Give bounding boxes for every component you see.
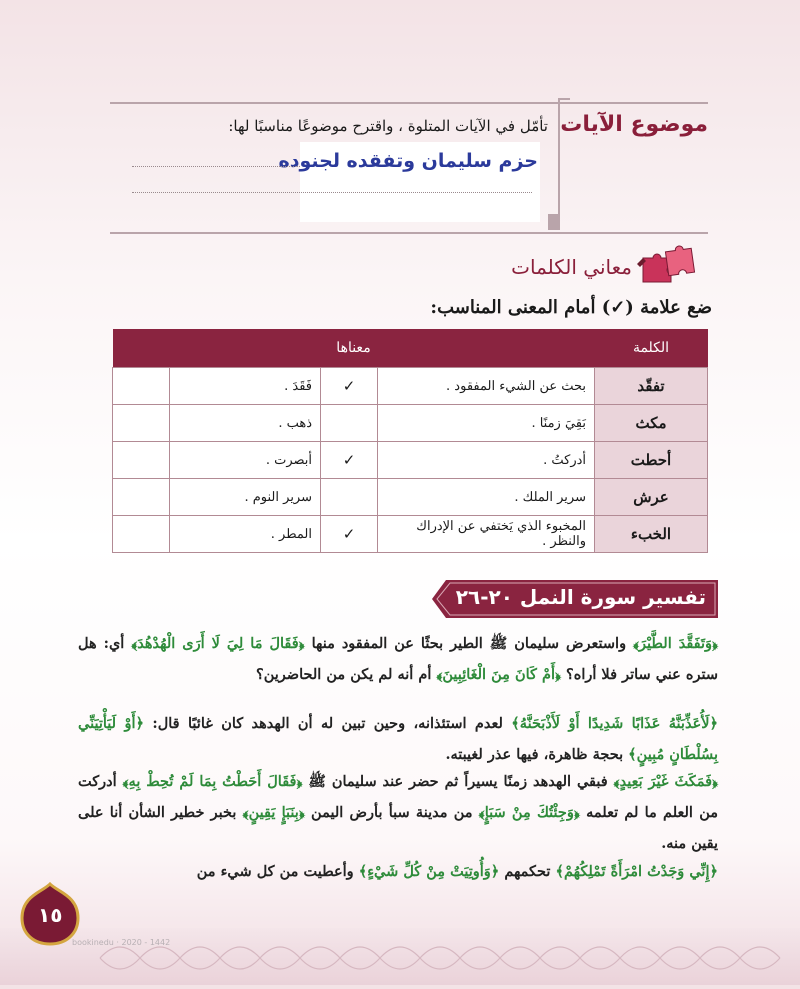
meaning-option-1: بحث عن الشيء المفقود .	[378, 368, 595, 405]
quran-verse: ﴿إِنِّي وَجَدْتُ امْرَأَةً تَمْلِكُهُمْ﴾	[555, 863, 718, 880]
vocab-title: معاني الكلمات	[511, 255, 632, 279]
meaning-option-1: المخبوء الذي يَختفي عن الإدراك والنظر .	[378, 516, 595, 553]
check-mark-cell[interactable]	[113, 368, 170, 405]
tafsir-text: أم أنه لم يكن من الحاضرين؟	[256, 666, 437, 683]
quran-verse: ﴿فَقَالَ مَا لِيَ لَا أَرَى الْهُدْهُدَ﴾	[131, 635, 305, 652]
tafsir-paragraph-3	[78, 766, 718, 859]
meaning-option-1: سرير الملك .	[378, 479, 595, 516]
watermark: bookinedu · 2020 - 1442	[72, 938, 171, 947]
table-row	[113, 516, 708, 553]
header-meanings: معناها	[113, 329, 595, 368]
puzzle-pieces-icon	[635, 244, 697, 284]
vocab-table-header	[113, 329, 708, 368]
meaning-option-2: أبصرت .	[170, 442, 321, 479]
topic-corner	[558, 98, 570, 110]
topic-divider-foot	[548, 214, 558, 230]
table-row	[113, 405, 708, 442]
vocab-word: الخبء	[595, 516, 708, 553]
quran-verse: ﴿لَأُعَذِّبَنَّهُ عَذَابًا شَدِيدًا أَوْ لَأَذْبَحَنَّهُ﴾	[511, 715, 718, 732]
check-mark-cell[interactable]	[321, 479, 378, 516]
tafsir-text: وأعطيت من كل شيء من	[196, 863, 359, 880]
check-mark-cell[interactable]: ✓	[321, 516, 378, 553]
tafsir-text: بخبر خطير الشأن أنا على يقين منه.	[78, 804, 718, 852]
quran-verse: ﴿أَمْ كَانَ مِنَ الْغَائِبِينَ﴾	[436, 666, 561, 683]
tafsir-text: من مدينة سبأ بأرض اليمن	[304, 804, 479, 821]
tafsir-text: أدركت من العلم ما لم تعلمه	[78, 773, 718, 821]
footer-ornament-band	[0, 928, 800, 985]
page-number: ١٥	[38, 903, 63, 927]
answer-line-1	[132, 166, 300, 167]
tafsir-text: أي: هل ستره عني ساتر فلا أراه؟	[78, 635, 718, 683]
meaning-option-1: بَقِيَ زمنًا .	[378, 405, 595, 442]
check-mark-cell[interactable]	[113, 405, 170, 442]
vocab-word: أحطت	[595, 442, 708, 479]
quran-verse: ﴿أَوْ لَيَأْتِيَنِّي بِسُلْطَانٍ مُبِينٍ﴾	[78, 715, 718, 763]
vocab-table	[112, 329, 708, 553]
quran-verse: ﴿فَقَالَ أَحَطْتُ بِمَا لَمْ تُحِطْ بِهِ﴾	[122, 773, 303, 790]
check-mark-cell[interactable]: ✓	[321, 442, 378, 479]
tafsir-text: لعدم استئذانه، وحين تبين له أن الهدهد كان غائبًا قال:	[144, 715, 512, 732]
tafsir-paragraph-4	[78, 856, 718, 887]
vocab-instruction: ضع علامة (✓) أمام المعنى المناسب:	[430, 297, 712, 318]
quran-verse: ﴿وَتَفَقَّدَ الطَّيْرَ﴾	[633, 635, 718, 652]
table-row	[113, 442, 708, 479]
footer-pattern	[0, 928, 800, 985]
quran-verse: ﴿فَمَكَثَ غَيْرَ بَعِيدٍ﴾	[613, 773, 718, 790]
tafsir-title: تفسير سورة النمل ٢٠-٢٦	[455, 585, 706, 609]
tafsir-paragraph-2	[78, 708, 718, 770]
topic-title: موضوع الآيات	[560, 112, 708, 137]
topic-instruction: تأمّل في الآيات المتلوة ، واقترح موضوعًا مناسبًا لها:	[228, 117, 548, 135]
tafsir-paragraph-1	[78, 628, 718, 690]
quran-verse: ﴿بِنَبَإٍ يَقِينٍ﴾	[242, 804, 305, 821]
vocab-word: عرش	[595, 479, 708, 516]
tafsir-text: بحجة ظاهرة، فيها عذر لغيبته.	[445, 746, 629, 763]
check-mark-cell[interactable]	[113, 442, 170, 479]
tafsir-text: فبقي الهدهد زمنًا يسيراً ثم حضر عند سليمان ﷺ	[302, 773, 614, 790]
check-mark-cell[interactable]	[113, 516, 170, 553]
tafsir-text: واستعرض سليمان ﷺ الطير بحثًا عن المفقود منها	[304, 635, 634, 652]
table-row	[113, 479, 708, 516]
check-mark-cell[interactable]	[113, 479, 170, 516]
meaning-option-2: فَقَدَ .	[170, 368, 321, 405]
quran-verse: ﴿وَأُوتِيَتْ مِنْ كُلِّ شَيْءٍ﴾	[358, 863, 500, 880]
vocab-word: مكث	[595, 405, 708, 442]
quran-verse: ﴿وَجِئْتُكَ مِنْ سَبَإٍ﴾	[478, 804, 580, 821]
topic-answer: حزم سليمان وتفقده لجنوده	[278, 150, 538, 172]
tafsir-text: تحكمهم	[499, 863, 556, 880]
check-mark-cell[interactable]: ✓	[321, 368, 378, 405]
meaning-option-2: ذهب .	[170, 405, 321, 442]
meaning-option-2: سرير النوم .	[170, 479, 321, 516]
meaning-option-1: أدركتُ .	[378, 442, 595, 479]
table-row	[113, 368, 708, 405]
header-word: الكلمة	[595, 329, 708, 368]
answer-line-2	[132, 192, 532, 193]
meaning-option-2: المطر .	[170, 516, 321, 553]
check-mark-cell[interactable]	[321, 405, 378, 442]
vocab-word: تفقّد	[595, 368, 708, 405]
